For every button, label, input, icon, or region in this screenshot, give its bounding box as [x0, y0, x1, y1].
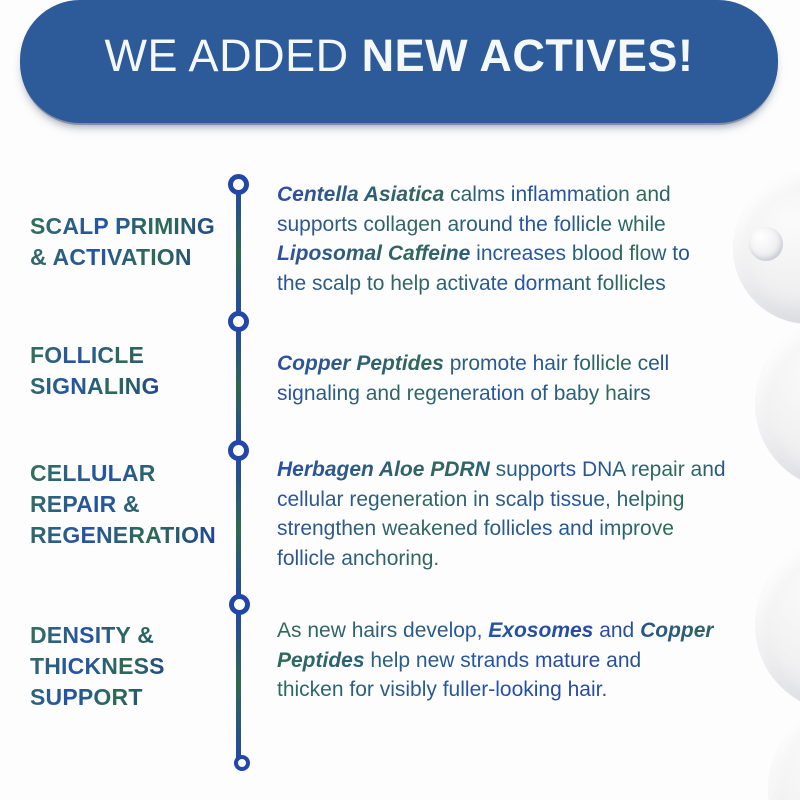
section-paragraph-1 [277, 180, 690, 298]
section-heading-1: SCALP PRIMING & ACTIVATION [30, 211, 215, 273]
ingredient-name: Copper Peptides [277, 352, 444, 375]
ingredient-name: Herbagen Aloe PDRN [277, 458, 490, 481]
timeline-dot-2 [228, 311, 249, 332]
body-text: thicken for visibly fuller-looking hair. [277, 678, 608, 701]
body-text: follicle anchoring. [277, 546, 440, 570]
body-text: calms inflammation and [444, 183, 671, 206]
section-heading-3: CELLULAR REPAIR & REGENERATION [30, 458, 216, 551]
bubble-decoration [755, 538, 800, 712]
body-text: supports DNA repair and [489, 458, 726, 481]
body-text: the scalp to help activate dormant follicles [277, 271, 666, 295]
body-text: supports collagen around the follicle while [277, 212, 666, 236]
ingredient-name: Exosomes [488, 619, 594, 642]
timeline-dot-5 [234, 755, 250, 771]
banner-title [20, 0, 778, 123]
timeline-line [236, 184, 241, 766]
banner-title-regular: WE ADDED [104, 29, 362, 81]
ingredient-name: Centella Asiatica [277, 183, 445, 206]
body-text: As new hairs develop, [277, 619, 489, 642]
section-paragraph-2 [277, 349, 669, 408]
body-text: and [593, 619, 641, 642]
banner-title-bold: NEW ACTIVES! [361, 29, 694, 81]
body-text: increases blood flow to [470, 242, 690, 265]
body-text: signaling and regeneration of baby hairs [277, 381, 651, 405]
body-text: promote hair follicle cell [443, 352, 670, 375]
ingredient-name: Liposomal Caffeine [277, 242, 471, 265]
ingredient-name: Peptides [277, 648, 365, 672]
timeline-dot-4 [229, 594, 250, 615]
timeline-dot-3 [228, 440, 249, 461]
body-text: strengthen weakened follicles and improve [277, 517, 674, 540]
section-paragraph-3 [277, 455, 726, 573]
section-heading-2: FOLLICLE SIGNALING [30, 340, 160, 402]
bubble-decoration [733, 172, 800, 324]
bubble-decoration [755, 318, 800, 490]
timeline-dot-1 [228, 174, 249, 195]
section-paragraph-4 [277, 616, 714, 705]
body-text: help new strands mature and [364, 648, 642, 672]
header-banner [20, 0, 778, 123]
ingredient-name: Copper [640, 619, 714, 642]
section-heading-4: DENSITY & THICKNESS SUPPORT [30, 620, 165, 713]
bubble-decoration [768, 698, 800, 800]
body-text: cellular regeneration in scalp tissue, helping [277, 487, 685, 511]
droplet-decoration [749, 227, 783, 261]
